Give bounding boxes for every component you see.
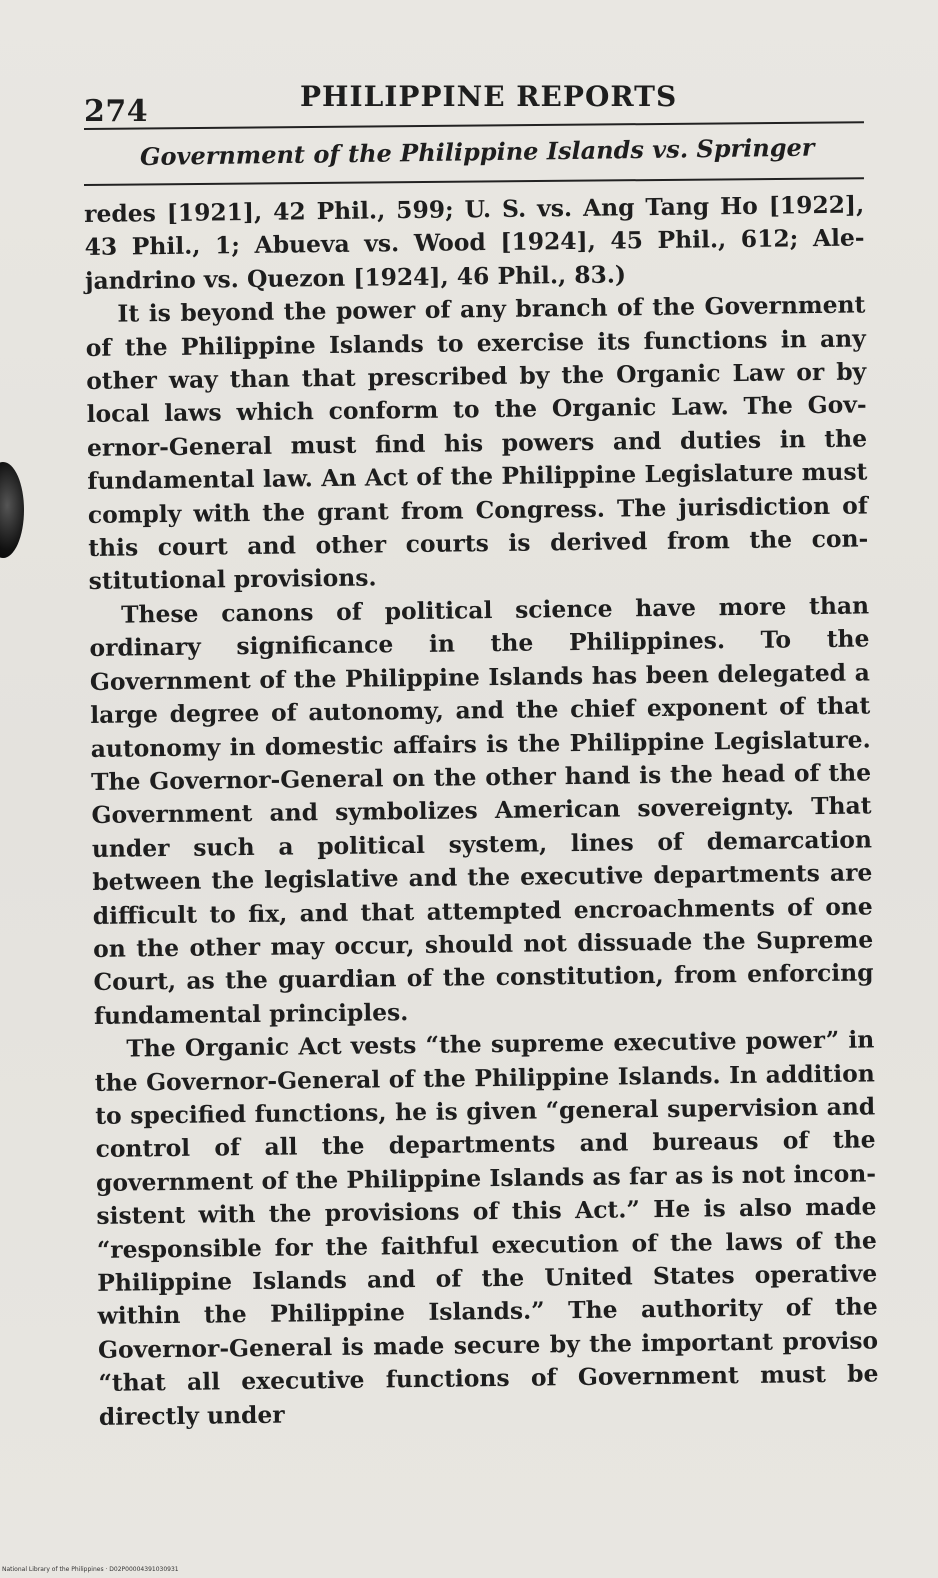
header-rule-top — [84, 121, 864, 130]
page-number: 274 — [84, 94, 149, 129]
running-title: PHILIPPINE REPORTS — [300, 80, 678, 113]
header-rule-bottom — [84, 177, 864, 186]
scan-credit: National Library of the Philippines · D02P00004391030931 — [2, 1566, 179, 1573]
paragraph: It is beyond the power of any branch of the Government of the Philippine Islands to exercise its functions in any other way than that prescribed by the Organic Law or by local laws which conform to the Organic Law. The Governor-General must find his powers and duties in the fundamental law. An Act of the Philippine Legislature must comply with the grant from Congress. The jurisdiction of this court and other courts is derived from the constitutional provisions. — [85, 290, 869, 596]
binding-hole-mark — [0, 462, 24, 558]
paragraph: The Organic Act vests “the supreme executive power” in the Governor-General of the Philippine Islands. In addition to specified functions, he is given “general supervision and control of all the departments and bureaus of the government of the Philippine Islands as far as is not inconsistent with the provisions of this Act.” He is also made “responsible for the faithful execution of the laws of the Philippine Islands and of the United States operative within the Philippine Islands.” The authority of the Governor-General is made secure by the important proviso “that all executive functions of Government must be directly under — [94, 1025, 879, 1431]
paragraph-continuation: redes [1921], 42 Phil., 599; U. S. vs. Ang Tang Ho [1922], 43 Phil., 1; Abueva vs. Wood [1924], 45 Phil., 612; Alejandrino vs. Quezon [1924], 46 Phil., 83.) — [84, 190, 865, 295]
body-text — [84, 188, 879, 1433]
case-title: Government of the Philippine Islands vs. Springer — [139, 132, 815, 171]
paragraph: These canons of political science have more than ordinary significance in the Philippines. To the Government of the Philippine Islands has been delegated a large degree of autonomy, and the chief exponent of that autonomy in domestic affairs is the Philippine Legislature. The Governor-General on the other hand is the head of the Government and symbolizes American sovereignty. That under such a political system, lines of demarcation between the legislative and the executive departments are difficult to fix, and that attempted encroachments of one on the other may occur, should not dissuade the Supreme Court, as the guardian of the constitution, from enforcing fundamental principles. — [89, 591, 874, 1030]
